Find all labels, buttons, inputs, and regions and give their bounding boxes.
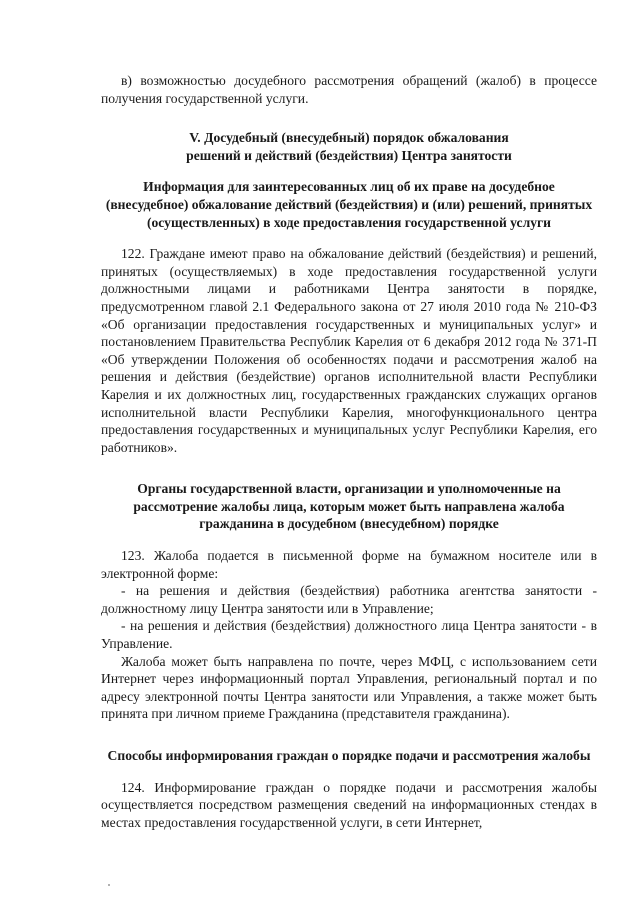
subsection-title-informing: Способы информирования граждан о порядке подачи и рассмотрения жалобы xyxy=(107,748,591,763)
spacer xyxy=(101,456,597,480)
scan-speck xyxy=(108,884,110,886)
dash-item-2: - на решения и действия (бездействия) должностного лица Центра занятости - в Управление. xyxy=(101,618,597,652)
dash-item-1: - на решения и действия (бездействия) работника агентства занятости - должностному лицу Центра занятости или в Управление; xyxy=(101,583,597,616)
paragraph-intro: в) возможностью досудебного рассмотрения обращений (жалоб) в процессе получения государственной услуги. xyxy=(101,73,597,106)
section-title-line1: V. Досудебный (внесудебный) порядок обжалования xyxy=(189,130,509,146)
spacer xyxy=(101,164,597,178)
subsection-title-authorities: Органы государственной власти, организации и уполномоченные на рассмотрение жалобы лица, которым может быть направлена жалоба гражданина в досудебном (внесудебном) порядке xyxy=(133,481,565,532)
section-title xyxy=(101,129,597,164)
paragraph-124: 124. Информирование граждан о порядке подачи и рассмотрения жалобы осуществляется посредством размещения сведений на информационных стендах в местах предоставления государственной услуги, в сети Интернет, xyxy=(101,779,597,830)
spacer xyxy=(101,765,597,779)
paragraph-122: 122. Граждане имеют право на обжалование действий (бездействия) и решений, принятых (осуществляемых) в ходе предоставления государственной услуги должностными лицами и работниками Центра занятости в порядке, предусмотренном главой 2.1 Федерального закона от 27 июля 2010 года № 210-ФЗ «Об организации предоставления государственных и муниципальных услуг» и постановлением Правительства Республик Карелия от 6 декабря 2012 года № 371-П «Об утверждении Положения об особенностях подачи и рассмотрения жалоб на решения и действия (бездействие) органов исполнительной власти Республики Карелия и их должностных лиц, государственных гражданских служащих органов исполнительной власти Республики Карелия, многофункционального центра предоставления государственных и муниципальных услуг Республики Карелия, его работников». xyxy=(101,246,597,455)
subsection-title-information: Информация для заинтересованных лиц об их праве на досудебное (внесудебное) обжалование действий (бездействия) и (или) решений, принятых (осуществленных) в ходе предоставления государственной услуги xyxy=(105,179,593,230)
paragraph-123-continued: Жалоба может быть направлена по почте, через МФЦ, с использованием сети Интернет через информационный портал Управления, региональный портал и по адресу электронной почты Центра занятости или Управления, а также может быть принята при личном приеме Гражданина (представителя гражданина). xyxy=(101,653,597,722)
page-content xyxy=(101,72,597,831)
section-title-line2: решений и действий (бездействия) Центра занятости xyxy=(186,147,512,163)
spacer xyxy=(101,723,597,747)
spacer xyxy=(101,231,597,245)
paragraph-123: 123. Жалоба подается в письменной форме на бумажном носителе или в электронной форме: xyxy=(101,548,597,581)
spacer xyxy=(101,533,597,547)
